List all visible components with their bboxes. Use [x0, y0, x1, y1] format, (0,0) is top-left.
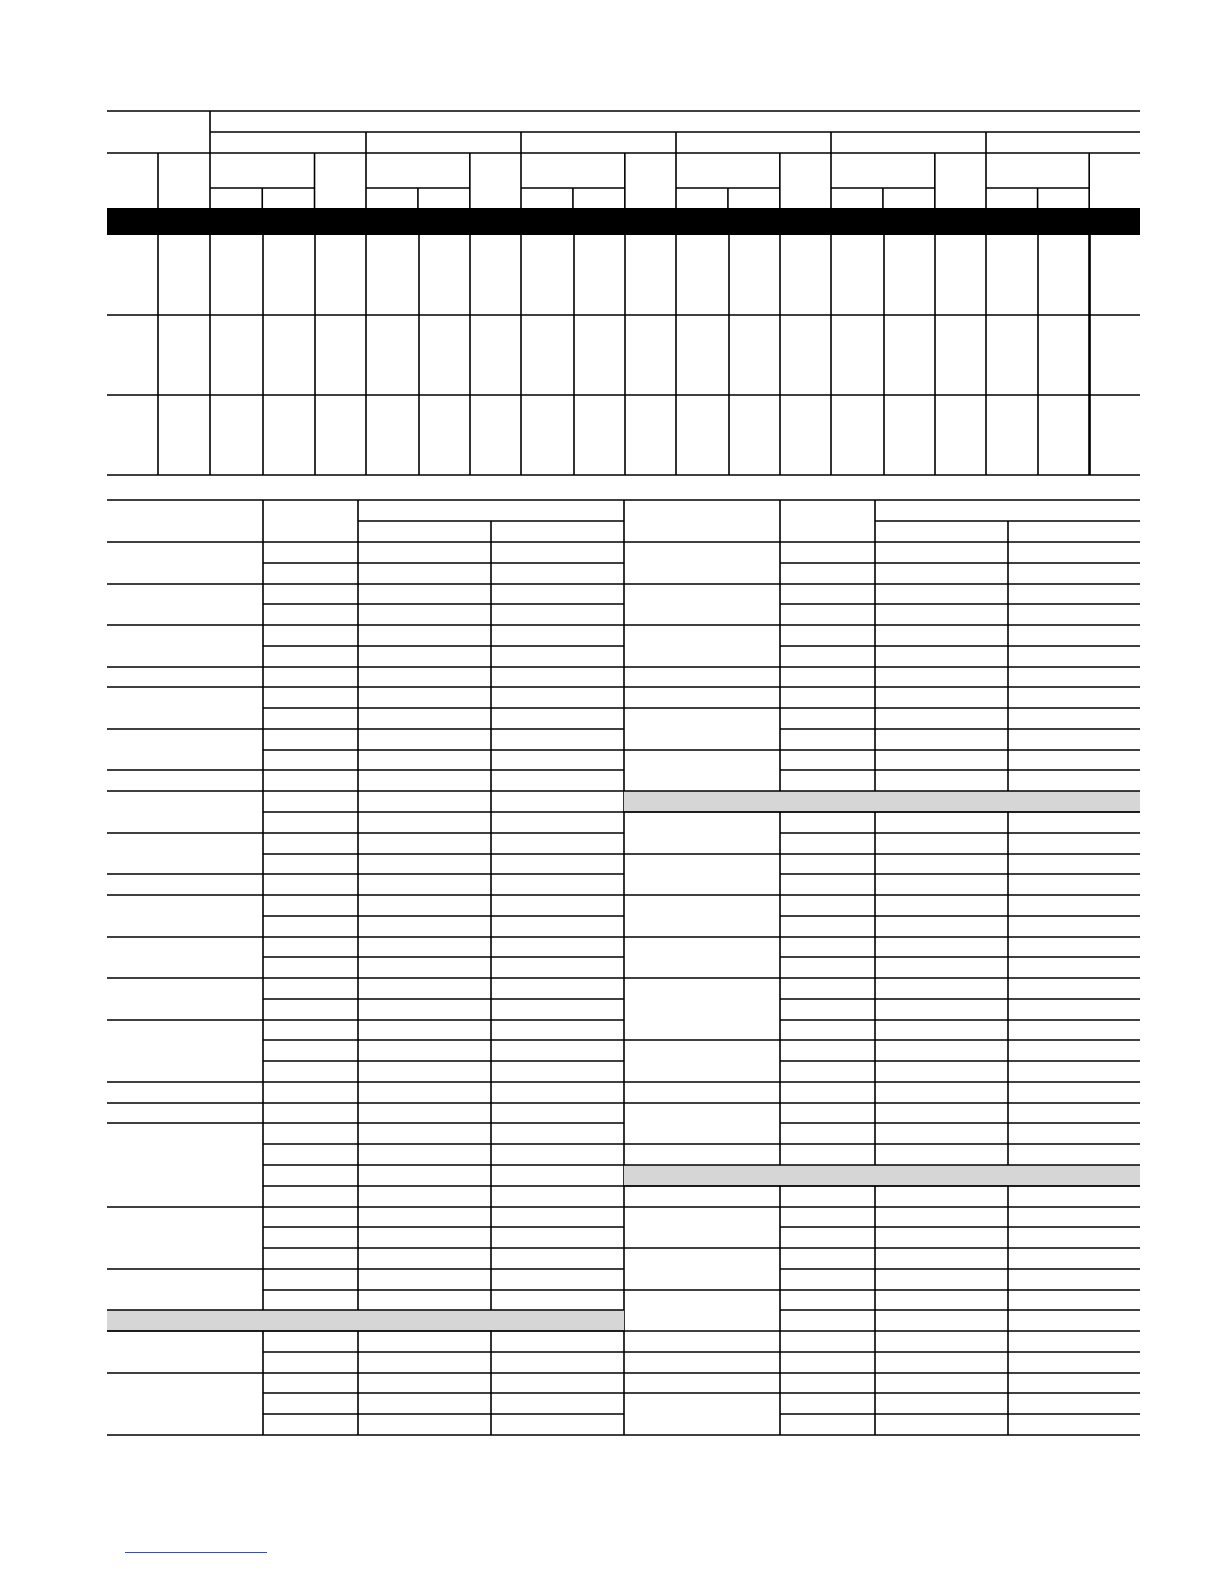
footer-link[interactable]	[125, 1552, 267, 1569]
shaded-section-row	[624, 1165, 1140, 1186]
shaded-section-row	[624, 791, 1140, 812]
shaded-section-row	[107, 1310, 624, 1331]
header-band	[107, 208, 1140, 235]
